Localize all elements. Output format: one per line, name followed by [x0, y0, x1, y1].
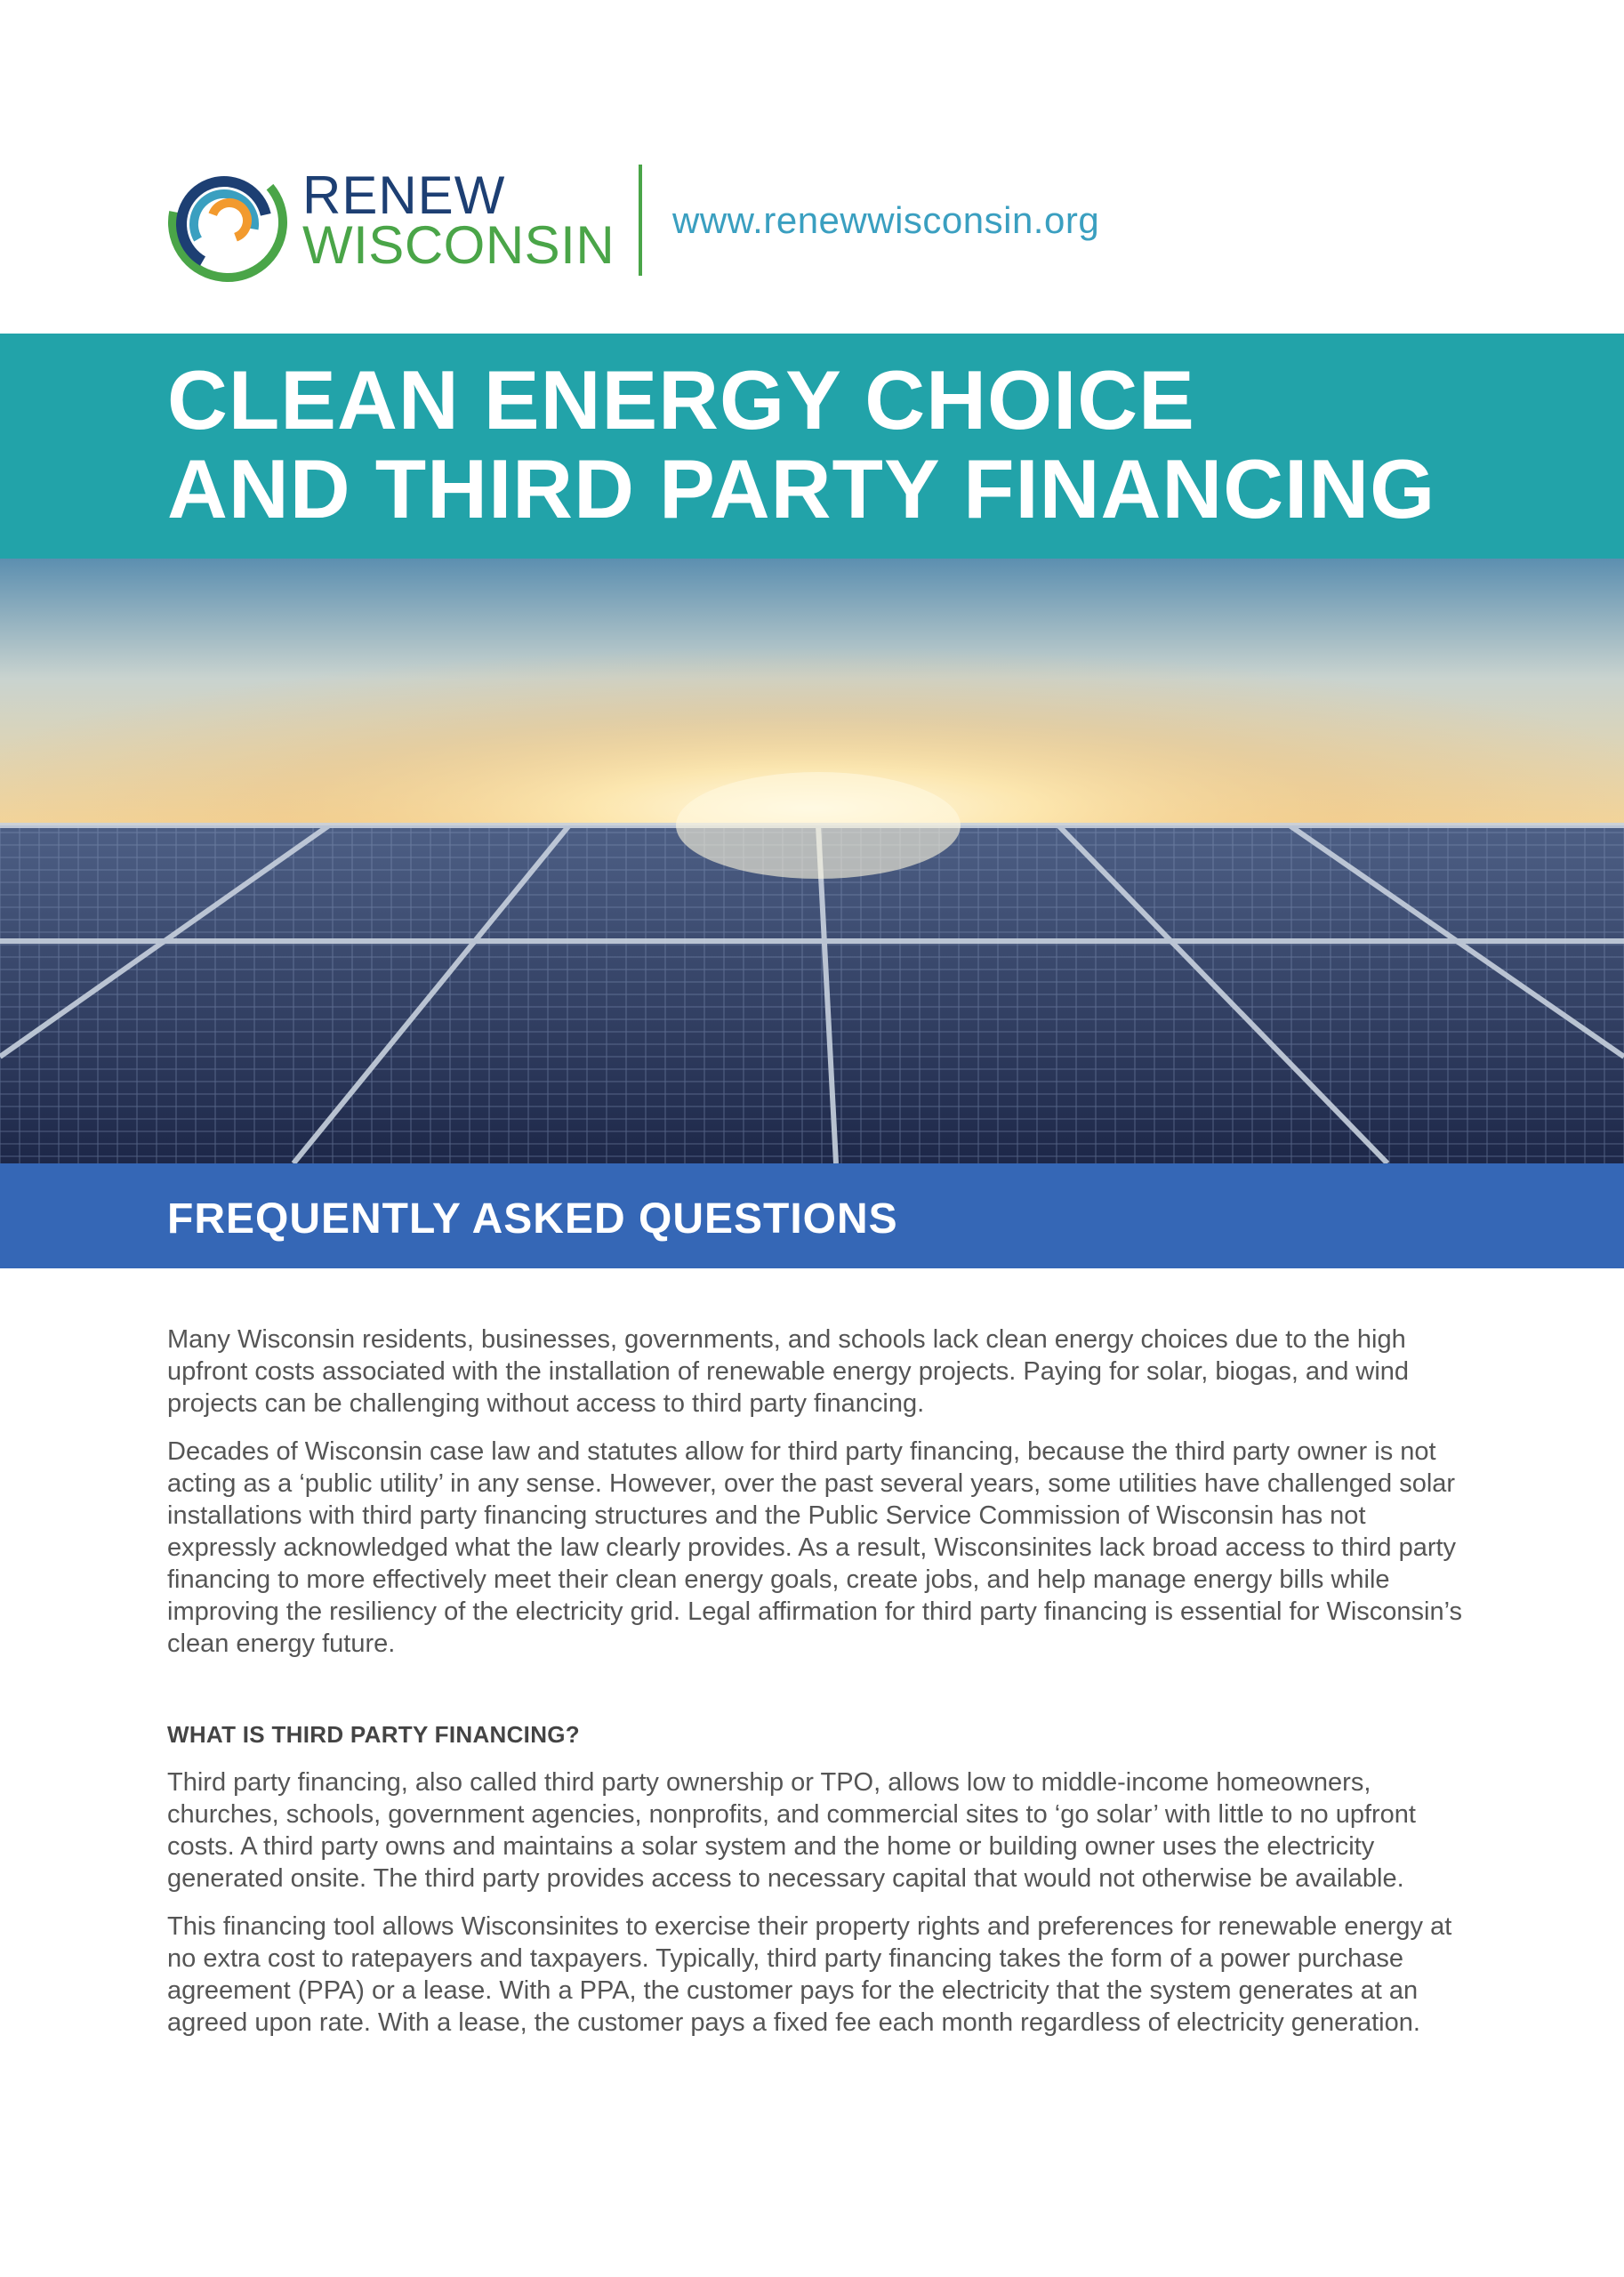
- intro-paragraph-1: Many Wisconsin residents, businesses, governments, and schools lack clean energy choices due to the high upfront costs associated with the installation of renewable energy projects. Paying for solar, biogas, and wind projects can be challenging without access to third party financing.: [167, 1325, 1410, 1418]
- title-line1: CLEAN ENERGY CHOICE: [167, 353, 1195, 447]
- title-line2: AND THIRD PARTY FINANCING: [167, 442, 1436, 535]
- brand-line2: WISCONSIN: [302, 215, 615, 275]
- section-paragraph-1: Third party financing, also called third party ownership or TPO, allows low to middle-income homeowners, churches, schools, government agencies, nonprofits, and commercial sites to ‘go solar’ with little to no upfront costs. A third party owns and maintains a solar system and the home or building owner uses the electricity generated onsite. The third party provides access to necessary capital that would not otherwise be available.: [167, 1768, 1416, 1893]
- hero-solar-image: [0, 559, 1624, 1163]
- section-heading: WHAT IS THIRD PARTY FINANCING?: [167, 1721, 580, 1748]
- intro-paragraph-2: Decades of Wisconsin case law and statutes allow for third party financing, because the third party owner is not acting as a ‘public utility’ in any sense. However, over the past several years, some utilities have challenged solar installations with third party financing structures and the Public Service Commission of Wisconsin has not expressly acknowledged what the law clearly provides. As a result, Wisconsinites lack broad access to third party financing to more effectively meet their clean energy goals, create jobs, and help manage energy bills while improving the resiliency of the electricity grid. Legal affirmation for third party financing is essential for Wisconsin’s clean energy future.: [167, 1437, 1463, 1658]
- page-header: [0, 0, 1624, 334]
- renew-wisconsin-logo-icon: [167, 162, 288, 283]
- brand-wordmark: [302, 165, 615, 275]
- faq-heading: FREQUENTLY ASKED QUESTIONS: [167, 1195, 898, 1243]
- brand-line1: RENEW: [302, 165, 506, 225]
- website-url[interactable]: www.renewwisconsin.org: [672, 199, 1100, 241]
- header-divider: [639, 165, 642, 276]
- solar-panel-sunrise-photo: [0, 559, 1624, 1163]
- main-content: [167, 1324, 1466, 2055]
- section-paragraph-2: This financing tool allows Wisconsinites to exercise their property rights and preferences for renewable energy at no extra cost to ratepayers and taxpayers. Typically, third party financing takes the form of a power purchase agreement (PPA) or a lease. With a PPA, the customer pays for the electricity that the system generates at an agreed upon rate. With a lease, the customer pays a fixed fee each month regardless of electricity generation.: [167, 1912, 1452, 2037]
- page-title: [167, 353, 1436, 535]
